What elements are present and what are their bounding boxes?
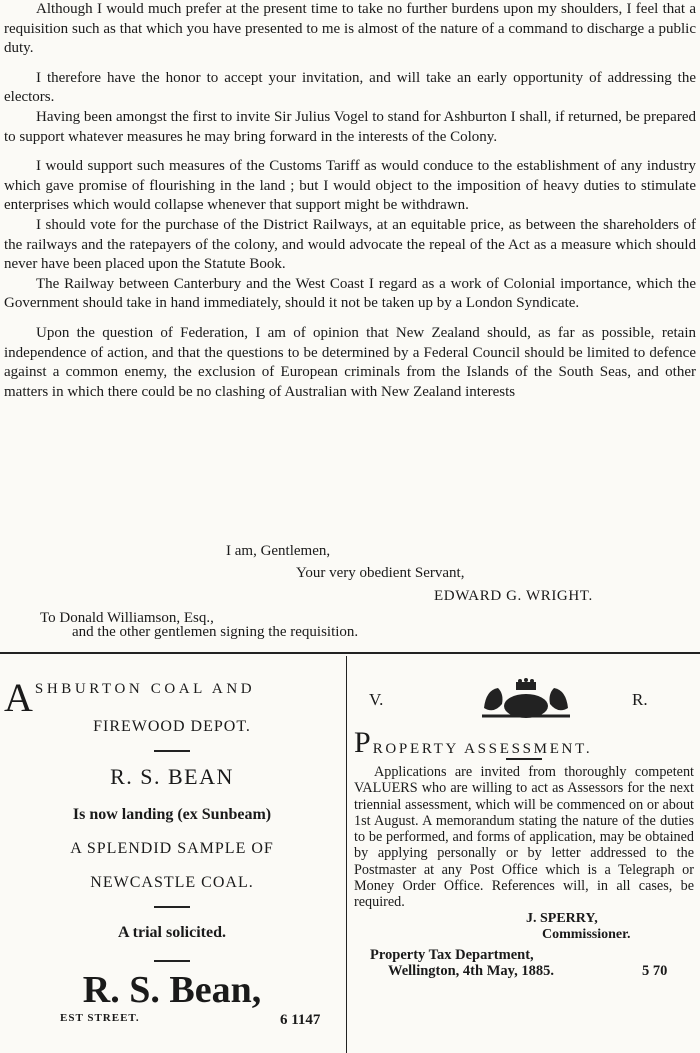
- letter-paragraph: I would support such measures of the Customs Tariff as would conduce to the establishment of any industry which gave promise of flourishing in the land ; but I would object to the imposition of heavy duties to stimulate enterprises which would collapse whenever that support might be withdrawn.: [4, 158, 696, 214]
- heading-text: SHBURTON COAL AND: [34, 681, 256, 697]
- short-rule: [154, 906, 190, 908]
- letter-paragraph: Although I would much prefer at the present time to take no further burdens upon my shoulders, I feel that a requisition such as that which you have presented to me is almost of the nature of a command to discharge a public duty.: [4, 1, 696, 57]
- salutation: I am, Gentlemen,: [226, 543, 331, 559]
- date-line: Wellington, 4th May, 1885.: [388, 962, 554, 979]
- signature: J. SPERRY,: [526, 910, 598, 926]
- letter-body: [4, 0, 696, 402]
- short-rule: [154, 960, 190, 962]
- column-divider: [346, 656, 347, 1053]
- short-rule: [506, 758, 542, 760]
- royal-crest-icon: [476, 678, 576, 720]
- property-assessment-advert: [354, 660, 694, 1005]
- advert-heading: [4, 675, 340, 720]
- addressee: To Donald Williamson, Esq.,: [40, 610, 214, 626]
- commissioner-title: Commissioner.: [542, 926, 631, 942]
- coal-depot-advert: [4, 660, 340, 1032]
- letter-paragraph: I therefore have the honor to accept your invitation, and will take an early opportunity of addressing the electors.: [4, 69, 696, 106]
- advert-body: [354, 764, 694, 911]
- signature: EDWARD G. WRIGHT.: [434, 588, 593, 604]
- drop-cap: P: [354, 726, 371, 759]
- advert-ref: 5 70: [642, 962, 668, 979]
- letter-paragraph: I should vote for the purchase of the District Railways, at an equitable price, as between the shareholders of the railways and the ratepayers of the colony, and would advocate the repeal of the Act as a measure which should never have been placed upon the Statute Book.: [4, 216, 696, 273]
- advert-paragraph: Applications are invited from thoroughly competent VALUERS who are willing to act as Assessors for the next triennial assessment, which will be commenced on or about 1st August. A memorandum stating the nature of the duties to be performed, and forms of application, may be obtained by applying personally or by letter addressed to the Postmaster at any Post Office which is a Telegraph or Money Order Office. References will, in all cases, be required.: [354, 764, 694, 911]
- advert-line: A trial solicited.: [118, 924, 226, 941]
- letter-paragraph: The Railway between Canterbury and the West Coast I regard as a work of Colonial importance, which the Government should take in hand immediately, should it not be taken up by a London Syndicate.: [4, 275, 696, 312]
- royal-r: R.: [632, 690, 648, 709]
- addressee-continued: and the other gentlemen signing the requisition.: [72, 624, 359, 640]
- letter-paragraph: Having been amongst the first to invite Sir Julius Vogel to stand for Ashburton I shall, if returned, be prepared to support whatever measures he may bring forward in the interests of the Colony.: [4, 108, 696, 145]
- advert-heading: [354, 728, 694, 758]
- royal-v: V.: [369, 690, 384, 709]
- heading-line-2: FIREWOOD DEPOT.: [93, 718, 251, 735]
- advert-line: A SPLENDID SAMPLE OF: [70, 840, 274, 857]
- advert-line: Is now landing (ex Sunbeam): [72, 806, 272, 823]
- letter-paragraph: Upon the question of Federation, I am of opinion that New Zealand should, as far as possible, retain independence of action, and that the questions to be determined by a Federal Council should be limited to defence against a common enemy, the exclusion of European criminals from the Islands of the South Seas, and other matters in which there could be no clashing of Australian with New Zealand interests: [4, 324, 696, 400]
- advert-signoff: [354, 911, 694, 1005]
- advert-footer: [4, 1012, 340, 1032]
- department: Property Tax Department,: [370, 946, 534, 963]
- valediction: Your very obedient Servant,: [296, 565, 465, 581]
- section-divider: [0, 652, 700, 654]
- street: EST STREET.: [60, 1012, 140, 1024]
- short-rule: [154, 750, 190, 752]
- advert-ref: 6 1147: [280, 1012, 321, 1028]
- advert-line: NEWCASTLE COAL.: [90, 874, 254, 891]
- royal-header: [354, 660, 694, 720]
- heading-text: ROPERTY ASSESSMENT.: [372, 741, 593, 757]
- proprietor-name: R. S. BEAN: [110, 764, 234, 789]
- proprietor-name-large: R. S. Bean,: [82, 969, 262, 1011]
- drop-cap: A: [4, 675, 33, 720]
